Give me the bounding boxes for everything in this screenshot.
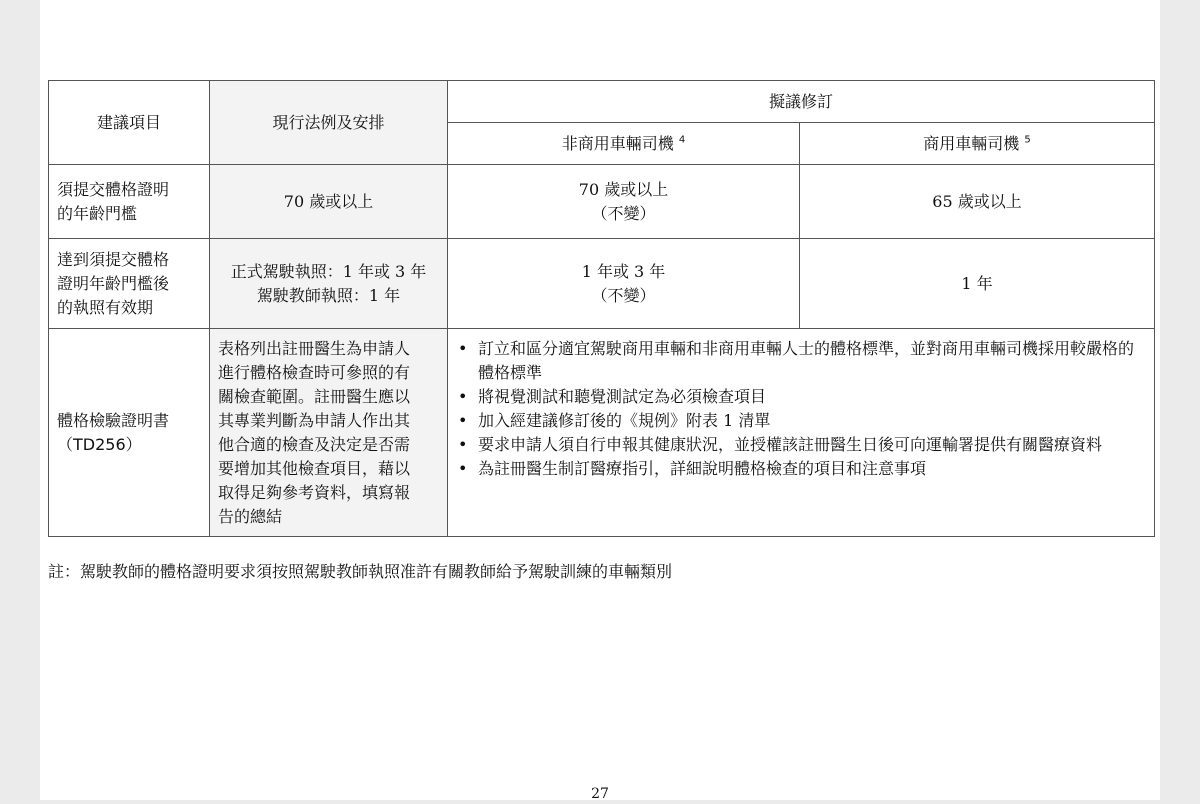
commercial-age-threshold: 65 歲或以上 bbox=[800, 165, 1155, 239]
header-row-1 bbox=[49, 81, 1155, 123]
cell-line: 其專業判斷為申請人作出其 bbox=[218, 411, 411, 430]
row-label-line: 達到須提交體格 bbox=[57, 249, 170, 269]
cell-line: 1 年或 3 年 bbox=[581, 261, 666, 281]
table-row bbox=[49, 165, 1155, 239]
header-commercial bbox=[800, 123, 1155, 165]
cell-line: 他合適的檢查及決定是否需 bbox=[218, 435, 411, 454]
current-age-threshold: 70 歲或以上 bbox=[210, 165, 448, 239]
table-row bbox=[49, 239, 1155, 329]
cell-line: 告的總結 bbox=[218, 507, 283, 526]
table-note: 註：駕駛教師的體格證明要求須按照駕駛教師執照准許有關教師給予駕駛訓練的車輛類別 bbox=[48, 562, 673, 581]
proposed-bullet-list bbox=[448, 329, 1154, 489]
current-licence-validity bbox=[210, 239, 448, 329]
cell-line: （不變） bbox=[591, 285, 656, 305]
footnote-5: 5 bbox=[1024, 134, 1031, 146]
list-item: • 訂立和區分適宜駕駛商用車輛和非商用車輛人士的體格標準，並對商用車輛司機採用較嚴格的體格標準 bbox=[456, 337, 1144, 385]
current-td256 bbox=[210, 329, 448, 537]
header-non-commercial bbox=[448, 123, 800, 165]
cell-line: 駕駛教師執照：1 年 bbox=[256, 285, 401, 305]
row-label-line: （TD256） bbox=[57, 434, 142, 454]
cell-line: 70 歲或以上 bbox=[578, 179, 669, 199]
list-item: • 加入經建議修訂後的《規例》附表 1 清單 bbox=[456, 409, 1144, 433]
list-item: • 為註冊醫生制訂醫療指引，詳細說明體格檢查的項目和注意事項 bbox=[456, 457, 1144, 481]
non-commercial-age-threshold bbox=[448, 165, 800, 239]
document-page bbox=[40, 0, 1160, 800]
list-item: • 將視覺測試和聽覺測試定為必須檢查項目 bbox=[456, 385, 1144, 409]
row-label-line: 的年齡門檻 bbox=[57, 203, 138, 223]
cell-line: 關檢查範圍。註冊醫生應以 bbox=[218, 387, 411, 406]
row-label-line: 須提交體格證明 bbox=[57, 179, 170, 199]
cell-line: 取得足夠參考資料，填寫報 bbox=[218, 483, 411, 502]
header-proposed: 擬議修訂 bbox=[448, 81, 1155, 123]
table-row bbox=[49, 329, 1155, 537]
cell-line: 要增加其他檢查項目，藉以 bbox=[218, 459, 411, 478]
row-label-age-threshold bbox=[49, 165, 210, 239]
row-label-licence-validity bbox=[49, 239, 210, 329]
row-label-line: 的執照有效期 bbox=[57, 297, 154, 317]
footnote-4: 4 bbox=[678, 134, 686, 146]
commercial-licence-validity: 1 年 bbox=[800, 239, 1155, 329]
row-label-td256 bbox=[49, 329, 210, 537]
non-commercial-licence-validity bbox=[448, 239, 800, 329]
cell-line: （不變） bbox=[591, 203, 656, 223]
header-commercial-label: 商用車輛司機 bbox=[923, 133, 1020, 153]
header-current: 現行法例及安排 bbox=[210, 81, 448, 165]
row-label-line: 證明年齡門檻後 bbox=[57, 273, 170, 293]
header-non-commercial-label: 非商用車輛司機 bbox=[561, 133, 674, 153]
proposal-table bbox=[48, 80, 1155, 537]
page-number: 27 bbox=[591, 786, 609, 802]
cell-line: 進行體格檢查時可參照的有 bbox=[218, 363, 411, 382]
cell-line: 表格列出註冊醫生為申請人 bbox=[218, 339, 411, 358]
list-item: • 要求申請人須自行申報其健康狀況，並授權該註冊醫生日後可向運輸署提供有關醫療資料 bbox=[456, 433, 1144, 457]
header-item: 建議項目 bbox=[49, 81, 210, 165]
cell-line: 正式駕駛執照：1 年或 3 年 bbox=[230, 261, 427, 281]
row-label-line: 體格檢驗證明書 bbox=[57, 410, 170, 430]
proposed-td256 bbox=[448, 329, 1155, 537]
